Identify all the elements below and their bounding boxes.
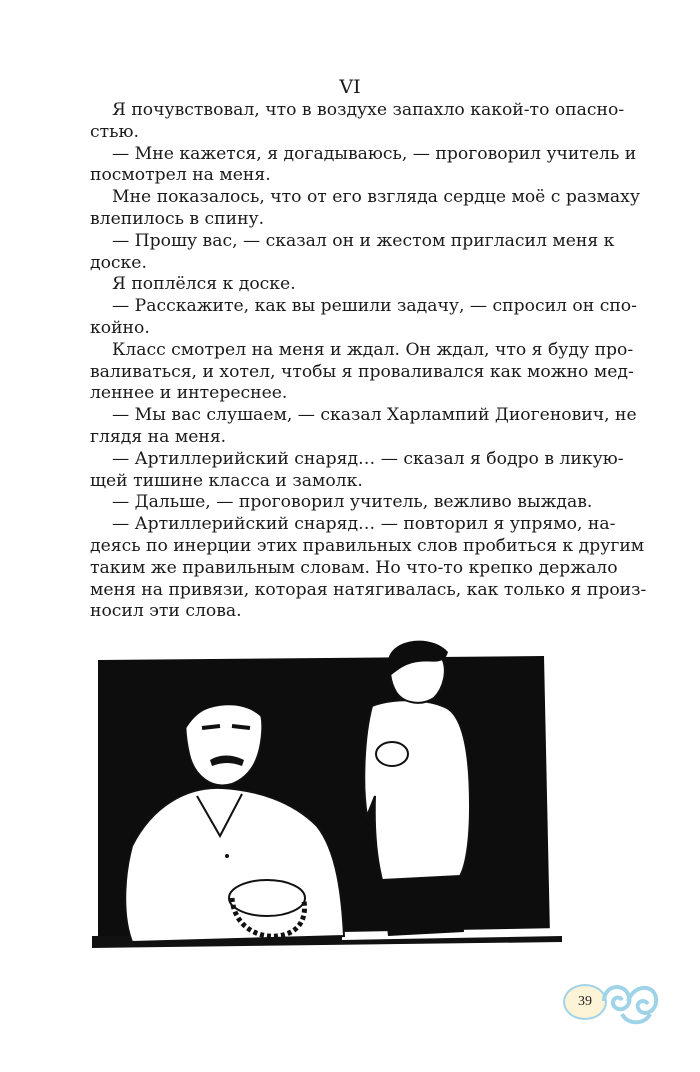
text-line: Мне показалось, что от его взгляда сердце моё с размаху	[112, 187, 640, 208]
text-line: — Артиллерийский снаряд… — сказал я бодро в ликую-	[112, 448, 624, 469]
text-line: носил эти слова.	[90, 601, 242, 622]
illustration-teacher-and-student	[92, 636, 562, 966]
text-line: — Мы вас слушаем, — сказал Харлампий Диогенович, не	[112, 405, 637, 426]
text-block	[90, 100, 647, 623]
text-line: — Дальше, — проговорил учитель, вежливо выждав.	[112, 492, 593, 513]
text-line: — Расскажите, как вы решили задачу, — спросил он спо-	[112, 296, 637, 317]
shirt-button	[225, 854, 229, 858]
text-line: щей тишине класса и замолк.	[90, 470, 363, 491]
student-pants	[382, 876, 464, 936]
text-line: — Артиллерийский снаряд… — повторил я упрямо, на-	[112, 514, 616, 535]
text-line: влепилось в спину.	[90, 208, 265, 229]
text-line: стью.	[90, 121, 139, 142]
text-line: деясь по инерции этих правильных слов пробиться к другим	[90, 535, 645, 556]
ornament-icon	[598, 974, 664, 1028]
text-line: койно.	[90, 317, 150, 338]
text-line: Я поплёлся к доске.	[112, 274, 296, 295]
text-line: — Мне кажется, я догадываюсь, — проговорил учитель и	[112, 143, 637, 164]
text-line: леннее и интереснее.	[90, 383, 288, 404]
student-hands	[376, 742, 408, 766]
text-line: таким же правильным словам. Но что-то крепко держало	[90, 557, 618, 578]
text-line: Я почувствовал, что в воздухе запахло какой-то опасно-	[112, 100, 625, 120]
text-line: глядя на меня.	[90, 426, 227, 447]
text-line: — Прошу вас, — сказал он и жестом пригласил меня к	[112, 230, 615, 251]
chapter-numeral: VI	[339, 76, 361, 98]
teacher-hands	[229, 880, 305, 916]
text-line: Класс смотрел на меня и ждал. Он ждал, что я буду про-	[112, 339, 634, 360]
text-line: меня на привязи, которая натягивалась, как только я произ-	[90, 579, 647, 600]
page-number-badge: 39	[563, 984, 607, 1020]
student-sweater	[364, 700, 470, 880]
text-line: посмотрел на меня.	[90, 165, 271, 186]
text-line: валиваться, и хотел, чтобы я проваливался как можно мед-	[90, 361, 634, 382]
text-line: доске.	[90, 252, 147, 273]
